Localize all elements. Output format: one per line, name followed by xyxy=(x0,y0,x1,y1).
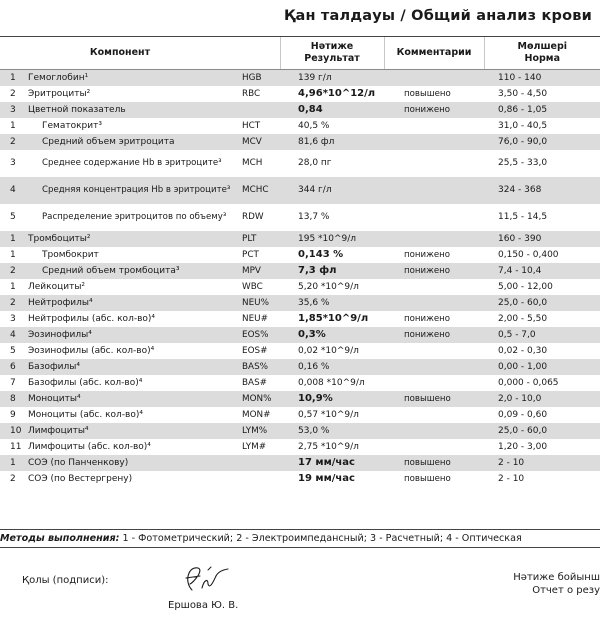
methods-label: Методы выполнения: xyxy=(0,533,120,544)
row-component-name: Лимфоциты (абс. кол-во)⁴ xyxy=(28,441,151,452)
row-component-name xyxy=(24,177,240,204)
row-norm: 2 - 10 xyxy=(498,473,525,484)
row-result: 0,3% xyxy=(298,329,326,340)
row-norm: 2 - 10 xyxy=(498,457,525,468)
row-number: 1 xyxy=(10,233,16,244)
row-norm: 160 - 390 xyxy=(498,233,542,244)
table-row xyxy=(0,279,600,295)
row-result: 17 мм/час xyxy=(298,457,355,468)
row-code: MPV xyxy=(242,265,261,276)
row-component-name: Тромбоциты² xyxy=(28,233,91,244)
header-result-kz: Нәтиже xyxy=(310,41,354,52)
signature-label: Қолы (подписи): xyxy=(22,575,109,586)
row-comment xyxy=(384,118,484,134)
table-row xyxy=(0,471,600,487)
row-number: 1 xyxy=(10,72,16,83)
row-component-name: Гематокрит³ xyxy=(42,120,102,131)
row-norm: 0,09 - 0,60 xyxy=(498,409,548,420)
table-row xyxy=(0,204,600,231)
header-norm-ru: Норма xyxy=(524,53,560,64)
row-norm: 324 - 368 xyxy=(498,185,542,195)
row-component-name xyxy=(24,150,240,177)
row-result: 2,75 *10^9/л xyxy=(298,441,359,452)
table-row xyxy=(0,177,600,204)
header-comment: Комментарии xyxy=(384,37,484,70)
row-code: PLT xyxy=(242,233,257,244)
row-component-name: Средний объем тромбоцита³ xyxy=(42,265,180,276)
row-comment xyxy=(384,150,484,177)
results-table xyxy=(0,37,600,487)
row-number: 11 xyxy=(10,441,22,452)
row-component-name: Эозинофилы (абс. кол-во)⁴ xyxy=(28,345,155,356)
header-result-ru: Результат xyxy=(304,53,360,64)
row-code xyxy=(240,102,280,118)
row-result: 13,7 % xyxy=(298,212,330,222)
row-code xyxy=(240,471,280,487)
row-comment: понижено xyxy=(404,104,451,115)
table-row xyxy=(0,311,600,327)
row-number: 2 xyxy=(10,265,16,276)
row-result: 40,5 % xyxy=(298,120,330,131)
row-code: WBC xyxy=(242,281,263,292)
table-row xyxy=(0,118,600,134)
row-comment xyxy=(384,439,484,455)
row-comment xyxy=(384,134,484,150)
row-result: 0,16 % xyxy=(298,361,330,372)
table-row xyxy=(0,102,600,118)
row-code: HGB xyxy=(242,72,262,83)
row-code: LYM# xyxy=(242,441,267,452)
table-row xyxy=(0,70,600,86)
row-norm: 0,02 - 0,30 xyxy=(498,345,548,356)
row-code: HCT xyxy=(242,120,261,131)
row-number: 1 xyxy=(10,457,16,468)
row-code: RDW xyxy=(242,212,264,222)
row-norm: 5,00 - 12,00 xyxy=(498,281,553,292)
row-comment: понижено xyxy=(404,265,451,276)
row-code: RBC xyxy=(242,88,261,99)
row-norm: 76,0 - 90,0 xyxy=(498,136,548,147)
row-result: 35,6 % xyxy=(298,297,330,308)
table-row xyxy=(0,423,600,439)
result-note-kz: Нәтиже бойынш xyxy=(513,572,600,583)
row-component-name: Эозинофилы⁴ xyxy=(28,329,92,340)
row-result: 344 г/л xyxy=(298,185,332,195)
table-row xyxy=(0,134,600,150)
row-number: 3 xyxy=(10,313,16,324)
table-row xyxy=(0,86,600,102)
row-number: 2 xyxy=(10,88,16,99)
row-norm: 7,4 - 10,4 xyxy=(498,265,542,276)
methods-line xyxy=(0,529,600,548)
row-code: NEU% xyxy=(242,297,269,308)
row-norm: 3,50 - 4,50 xyxy=(498,88,548,99)
row-number: 9 xyxy=(10,409,16,420)
row-result: 0,84 xyxy=(298,104,323,115)
row-code: MCV xyxy=(242,136,262,147)
header-code xyxy=(240,37,280,70)
row-code: EOS# xyxy=(242,345,268,356)
row-norm: 25,5 - 33,0 xyxy=(498,158,548,168)
row-norm: 110 - 140 xyxy=(498,72,542,83)
row-component-name: Тромбокрит xyxy=(42,249,99,260)
report-title: Қан талдауы / Общий анализ крови xyxy=(284,8,592,24)
row-code: NEU# xyxy=(242,313,268,324)
row-comment xyxy=(384,177,484,204)
row-number: 4 xyxy=(10,329,16,340)
row-norm: 2,0 - 10,0 xyxy=(498,393,542,404)
row-component-name-text: Распределение эритроцитов по объему³ xyxy=(42,211,227,222)
row-number: 8 xyxy=(10,393,16,404)
row-number: 2 xyxy=(10,473,16,484)
table-row xyxy=(0,359,600,375)
table-row xyxy=(0,231,600,247)
row-component-name: Базофилы⁴ xyxy=(28,361,80,372)
row-norm: 2,00 - 5,50 xyxy=(498,313,548,324)
row-component-name-text: Средняя концентрация Hb в эритроците³ xyxy=(42,184,231,195)
row-component-name: Лейкоциты² xyxy=(28,281,86,292)
row-component-name: Моноциты (абс. кол-во)⁴ xyxy=(28,409,143,420)
row-result: 0,02 *10^9/л xyxy=(298,345,359,356)
row-number: 1 xyxy=(10,120,16,131)
signature-image xyxy=(178,560,232,600)
row-comment xyxy=(384,70,484,86)
row-comment: повышено xyxy=(404,88,451,99)
row-comment xyxy=(384,423,484,439)
table-row xyxy=(0,391,600,407)
row-component-name-text: Среднее содержание Hb в эритроците³ xyxy=(42,157,222,168)
table-body xyxy=(0,70,600,487)
table-row xyxy=(0,455,600,471)
table-row xyxy=(0,439,600,455)
row-component-name: Лимфоциты⁴ xyxy=(28,425,89,436)
row-result: 19 мм/час xyxy=(298,473,355,484)
row-comment xyxy=(384,295,484,311)
row-number: 3 xyxy=(10,158,16,168)
row-number: 1 xyxy=(10,249,16,260)
row-norm: 25,0 - 60,0 xyxy=(498,425,548,436)
row-result: 0,008 *10^9/л xyxy=(298,377,365,388)
row-norm: 0,150 - 0,400 xyxy=(498,249,559,260)
table-row xyxy=(0,407,600,423)
row-code: MON% xyxy=(242,393,272,404)
row-comment: повышено xyxy=(404,473,451,484)
table-row xyxy=(0,263,600,279)
row-comment xyxy=(384,375,484,391)
row-norm: 0,00 - 1,00 xyxy=(498,361,548,372)
table-header-row xyxy=(0,37,600,70)
row-number: 6 xyxy=(10,361,16,372)
row-comment xyxy=(384,343,484,359)
table-row xyxy=(0,343,600,359)
row-comment xyxy=(384,231,484,247)
row-result: 139 г/л xyxy=(298,72,332,83)
row-number: 1 xyxy=(10,281,16,292)
header-norm-kz: Мөлшері xyxy=(517,41,568,52)
row-code: MON# xyxy=(242,409,271,420)
methods-text: 1 - Фотометрический; 2 - Электроимпедансный; 3 - Расчетный; 4 - Оптическая xyxy=(119,533,522,544)
row-component-name: СОЭ (по Вестергрену) xyxy=(28,473,133,484)
row-code: PCT xyxy=(242,249,259,260)
row-number: 7 xyxy=(10,377,16,388)
row-result: 195 *10^9/л xyxy=(298,233,357,244)
row-component-name: Гемоглобин¹ xyxy=(28,72,89,83)
row-code: BAS% xyxy=(242,361,269,372)
header-result xyxy=(280,37,384,70)
row-norm: 0,5 - 7,0 xyxy=(498,329,536,340)
table-row xyxy=(0,375,600,391)
row-code: BAS# xyxy=(242,377,268,388)
signer-name: Ершова Ю. В. xyxy=(168,600,239,611)
row-result: 28,0 пг xyxy=(298,158,332,168)
row-result: 10,9% xyxy=(298,393,333,404)
row-norm: 31,0 - 40,5 xyxy=(498,120,548,131)
row-comment: понижено xyxy=(404,249,451,260)
row-number: 5 xyxy=(10,345,16,356)
row-component-name: Нейтрофилы⁴ xyxy=(28,297,93,308)
row-component-name: СОЭ (по Панченкову) xyxy=(28,457,129,468)
result-note-ru: Отчет о резу xyxy=(532,585,600,596)
table-row xyxy=(0,150,600,177)
header-component: Компонент xyxy=(0,37,240,70)
row-result: 81,6 фл xyxy=(298,136,335,147)
row-norm: 0,86 - 1,05 xyxy=(498,104,548,115)
row-result: 1,85*10^9/л xyxy=(298,313,369,324)
row-comment: повышено xyxy=(404,457,451,468)
row-number: 4 xyxy=(10,185,16,195)
row-comment: понижено xyxy=(404,329,451,340)
row-component-name: Моноциты⁴ xyxy=(28,393,81,404)
table-row xyxy=(0,247,600,263)
row-component-name: Цветной показатель xyxy=(28,104,126,115)
row-norm: 11,5 - 14,5 xyxy=(498,212,548,222)
row-number: 5 xyxy=(10,212,16,222)
row-component-name: Нейтрофилы (абс. кол-во)⁴ xyxy=(28,313,155,324)
row-code: LYM% xyxy=(242,425,268,436)
row-comment xyxy=(384,204,484,231)
row-comment: понижено xyxy=(404,313,451,324)
row-code: EOS% xyxy=(242,329,269,340)
row-component-name: Эритроциты² xyxy=(28,88,91,99)
row-code xyxy=(240,455,280,471)
row-result: 0,57 *10^9/л xyxy=(298,409,359,420)
table-row xyxy=(0,295,600,311)
row-norm: 25,0 - 60,0 xyxy=(498,297,548,308)
row-result: 0,143 % xyxy=(298,249,344,260)
row-code: MCHC xyxy=(242,185,269,195)
row-comment: повышено xyxy=(404,393,451,404)
row-result: 53,0 % xyxy=(298,425,330,436)
row-number: 3 xyxy=(10,104,16,115)
header-norm xyxy=(484,37,600,70)
row-result: 4,96*10^12/л xyxy=(298,88,376,99)
row-component-name: Средний объем эритроцита xyxy=(42,136,175,147)
row-number: 10 xyxy=(10,425,22,436)
row-result: 7,3 фл xyxy=(298,265,337,276)
row-code: MCH xyxy=(242,158,263,168)
row-result: 5,20 *10^9/л xyxy=(298,281,359,292)
row-component-name xyxy=(24,204,240,231)
row-comment xyxy=(384,359,484,375)
row-number: 2 xyxy=(10,297,16,308)
row-comment xyxy=(384,407,484,423)
row-norm: 0,000 - 0,065 xyxy=(498,377,559,388)
row-comment xyxy=(384,279,484,295)
row-norm: 1,20 - 3,00 xyxy=(498,441,548,452)
table-row xyxy=(0,327,600,343)
row-number: 2 xyxy=(10,136,16,147)
row-component-name: Базофилы (абс. кол-во)⁴ xyxy=(28,377,143,388)
